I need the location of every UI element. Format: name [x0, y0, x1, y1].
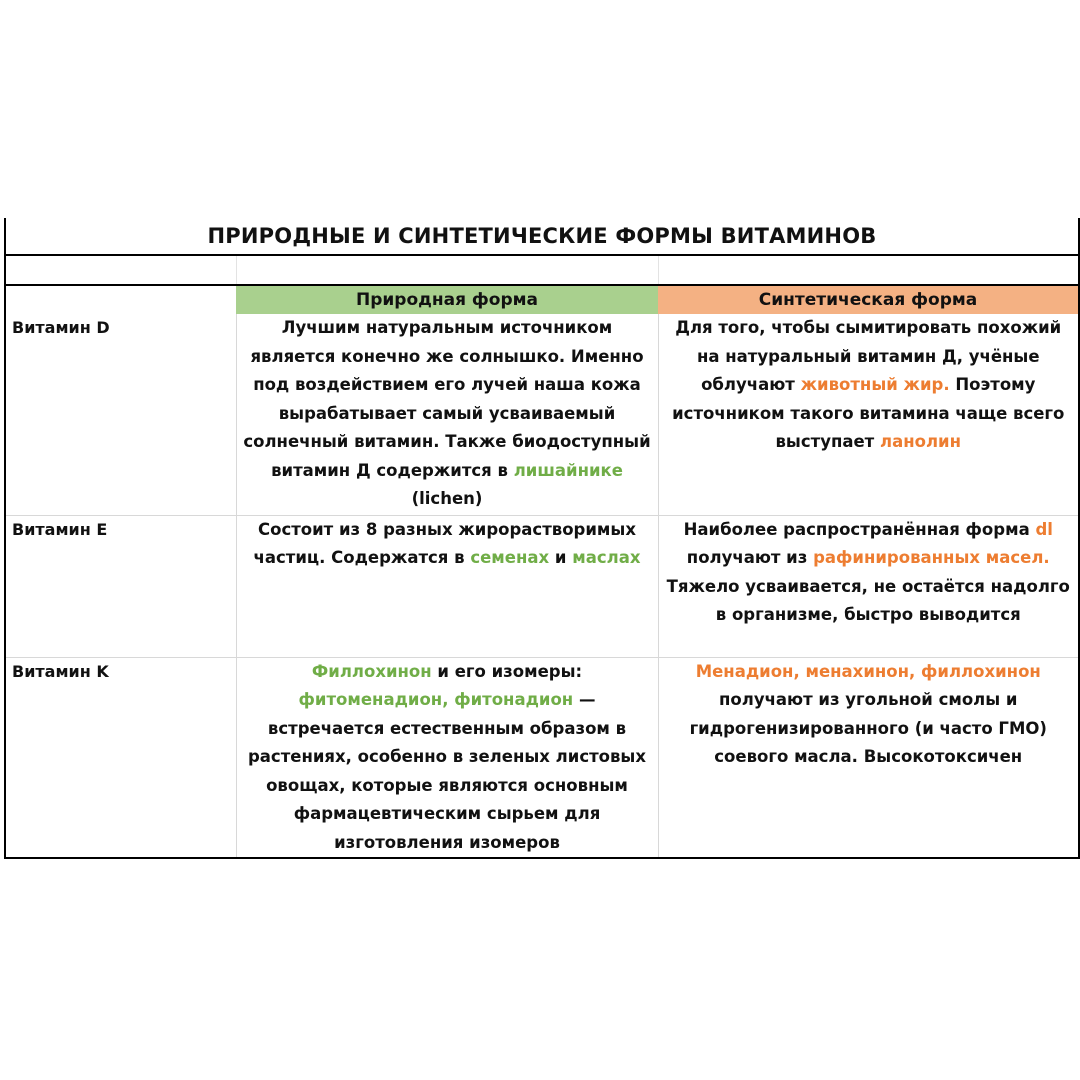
natural-source-highlight: лишайнике	[513, 460, 623, 480]
synthetic-source-highlight: ланолин	[879, 432, 961, 451]
blank-row	[5, 255, 1079, 285]
synthetic-form-header: Синтетическая форма	[658, 285, 1079, 314]
synthetic-source-highlight: dl	[1035, 519, 1053, 539]
empty-header-cell	[5, 285, 236, 314]
vitamin-forms-table	[4, 218, 1078, 855]
synthetic-source-highlight: животный жир.	[800, 375, 950, 394]
synthetic-description	[658, 657, 1079, 858]
synthetic-source-highlight: Менадион, менахинон, филлохинон	[695, 661, 1041, 681]
synthetic-description	[658, 314, 1079, 515]
grid	[4, 218, 1080, 859]
vitamin-name: Витамин K	[5, 657, 236, 858]
natural-description	[236, 515, 658, 657]
synthetic-description	[658, 515, 1079, 657]
vitamin-name: Витамин D	[5, 314, 236, 515]
row-vitamin-e	[5, 515, 1079, 657]
empty-cell	[236, 255, 658, 285]
description-text: Наиболее распространённая форма	[683, 519, 1036, 539]
natural-source-highlight: семенах	[470, 548, 550, 567]
empty-cell	[658, 255, 1079, 285]
natural-description	[236, 314, 658, 515]
natural-source-highlight: фитоменадион, фитонадион	[298, 690, 574, 709]
description-text: Состоит из 8 разных жирорастворимых частиц. Содержатся в	[253, 519, 636, 567]
natural-description	[236, 657, 658, 858]
natural-form-header: Природная форма	[236, 285, 658, 314]
description-text: получают из	[686, 548, 814, 567]
table-title: ПРИРОДНЫЕ И СИНТЕТИЧЕСКИЕ ФОРМЫ ВИТАМИНОВ	[5, 218, 1079, 255]
row-vitamin-d	[5, 314, 1079, 515]
natural-source-highlight: Филлохинон	[311, 661, 432, 681]
description-text: Тяжело усваивается, не остаётся надолго в организме, быстро выводится	[666, 576, 1070, 624]
description-text: Для того, чтобы сымитировать похожий на натуральный витамин Д, учёные облучают	[675, 318, 1062, 394]
synthetic-source-highlight: рафинированных масел.	[813, 548, 1050, 567]
description-text: Поэтому источником такого витамина чаще всего выступает	[672, 375, 1065, 451]
header-row	[5, 285, 1079, 314]
row-vitamin-k	[5, 657, 1079, 858]
description-text: (lichen)	[411, 489, 483, 508]
description-text: получают из угольной смолы и гидрогенизированного (и часто ГМО) соевого масла. Высокотоксичен	[689, 690, 1047, 766]
natural-source-highlight: маслах	[572, 548, 641, 567]
description-text: Лучшим натуральным источником является конечно же солнышко. Именно под воздействием его лучей наша кожа вырабатывает самый усваиваемый солнечный витамин. Также биодоступный витамин Д содержится в	[243, 318, 651, 480]
description-text: и	[549, 548, 573, 567]
empty-cell	[5, 255, 236, 285]
vitamin-name: Витамин E	[5, 515, 236, 657]
description-text: и его изомеры:	[431, 661, 583, 681]
description-text: — встречается естественным образом в растениях, особенно в зеленых листовых овощах, которые являются основным фармацевтическим сырьем для изготовления изомеров	[247, 690, 646, 852]
